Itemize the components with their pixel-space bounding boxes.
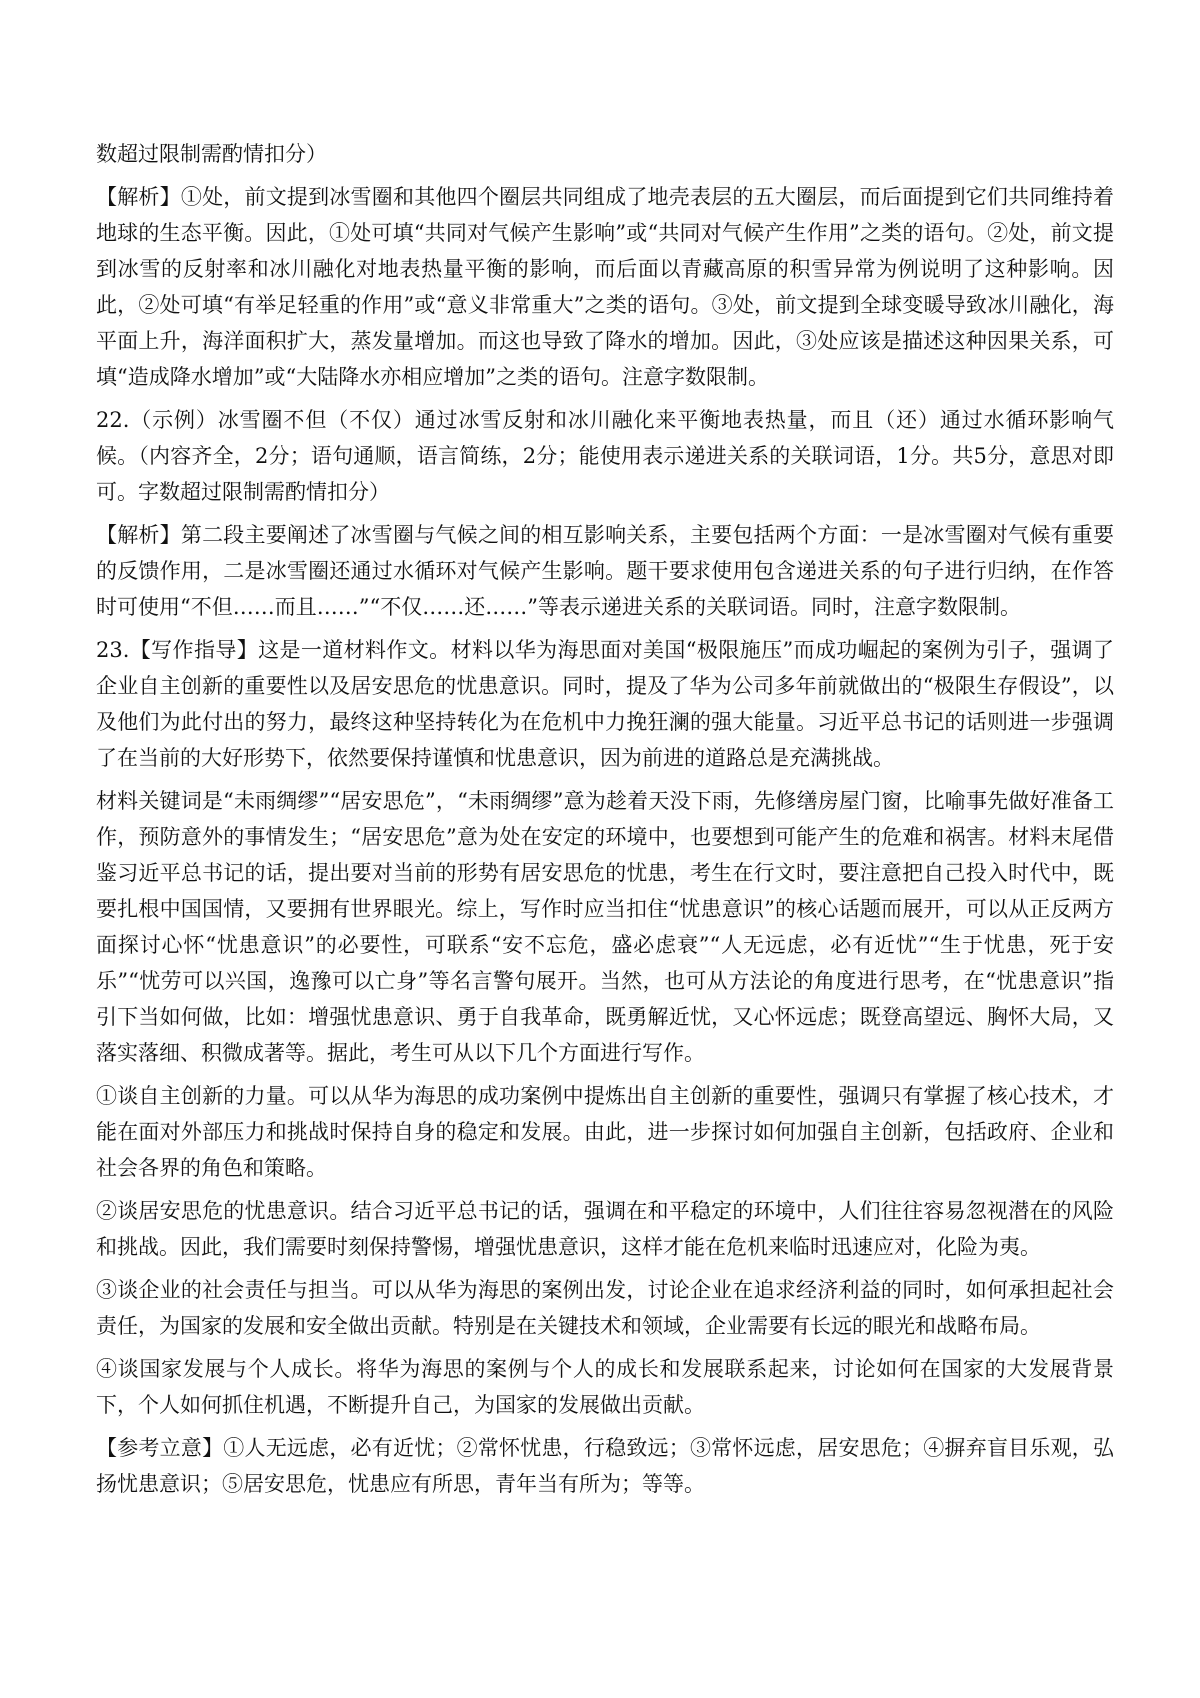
paragraph-keywords: 材料关键词是“未雨绸缪”“居安思危”，“未雨绸缪”意为趁着天没下雨，先修缮房屋门窗，比喻事先做好准备工作，预防意外的事情发生；“居安思危”意为处在安定的环境中，也要想到可能产生的危难和祸害。材料末尾借鉴习近平总书记的话，提出要对当前的形势有居安思危的忧患，考生在行文时，要注意把自己投入时代中，既要扎根中国国情，又要拥有世界眼光。综上，写作时应当扣住“忧患意识”的核心话题而展开，可以从正反两方面探讨心怀“忧患意识”的必要性，可联系“安不忘危，盛必虑衰”“人无远虑，必有近忧”“生于忧患，死于安乐”“忧劳可以兴国，逸豫可以亡身”等名言警句展开。当然，也可从方法论的角度进行思考，在“忧患意识”指引下当如何做，比如：增强忧患意识、勇于自我革命，既勇解近忧，又心怀远虑；既登高望远、胸怀大局，又落实落细、积微成著等。据此，考生可从以下几个方面进行写作。 xyxy=(96,789,1114,1065)
document-page xyxy=(96,136,1114,1509)
paragraph-analysis-22: 【解析】第二段主要阐述了冰雪圈与气候之间的相互影响关系，主要包括两个方面：一是冰雪圈对气候有重要的反馈作用，二是冰雪圈还通过水循环对气候产生影响。题干要求使用包含递进关系的句子进行归纳，在作答时可使用“不但……而且……”“不仅……还……”等表示递进关系的关联词语。同时，注意字数限制。 xyxy=(96,523,1114,619)
paragraph-point-1: ①谈自主创新的力量。可以从华为海思的成功案例中提炼出自主创新的重要性，强调只有掌握了核心技术，才能在面对外部压力和挑战时保持自身的稳定和发展。由此，进一步探讨如何加强自主创新，包括政府、企业和社会各界的角色和策略。 xyxy=(96,1084,1114,1180)
paragraph-reference-themes: 【参考立意】①人无远虑，必有近忧；②常怀忧患，行稳致远；③常怀远虑，居安思危；④摒弃盲目乐观，弘扬忧患意识；⑤居安思危，忧患应有所思，青年当有所为；等等。 xyxy=(96,1436,1114,1496)
paragraph-continuation: 数超过限制需酌情扣分） xyxy=(96,142,327,166)
paragraph-writing-guide-23: 23.【写作指导】这是一道材料作文。材料以华为海思面对美国“极限施压”而成功崛起的案例为引子，强调了企业自主创新的重要性以及居安思危的忧患意识。同时，提及了华为公司多年前就做出的“极限生存假设”，以及他们为此付出的努力，最终这种坚持转化为在危机中力挽狂澜的强大能量。习近平总书记的话则进一步强调了在当前的大好形势下，依然要保持谨慎和忧患意识，因为前进的道路总是充满挑战。 xyxy=(96,638,1114,770)
paragraph-answer-22: 22.（示例）冰雪圈不但（不仅）通过冰雪反射和冰川融化来平衡地表热量，而且（还）通过水循环影响气候。（内容齐全，2分；语句通顺，语言简练，2分；能使用表示递进关系的关联词语，1分。共5分，意思对即可。字数超过限制需酌情扣分） xyxy=(96,408,1114,504)
paragraph-point-2: ②谈居安思危的忧患意识。结合习近平总书记的话，强调在和平稳定的环境中，人们往往容易忽视潜在的风险和挑战。因此，我们需要时刻保持警惕，增强忧患意识，这样才能在危机来临时迅速应对，化险为夷。 xyxy=(96,1199,1114,1259)
paragraph-analysis-21: 【解析】①处，前文提到冰雪圈和其他四个圈层共同组成了地壳表层的五大圈层，而后面提到它们共同维持着地球的生态平衡。因此，①处可填“共同对气候产生影响”或“共同对气候产生作用”之类的语句。②处，前文提到冰雪的反射率和冰川融化对地表热量平衡的影响，而后面以青藏高原的积雪异常为例说明了这种影响。因此，②处可填“有举足轻重的作用”或“意义非常重大”之类的语句。③处，前文提到全球变暖导致冰川融化，海平面上升，海洋面积扩大，蒸发量增加。而这也导致了降水的增加。因此，③处应该是描述这种因果关系，可填“造成降水增加”或“大陆降水亦相应增加”之类的语句。注意字数限制。 xyxy=(96,185,1114,389)
paragraph-point-4: ④谈国家发展与个人成长。将华为海思的案例与个人的成长和发展联系起来，讨论如何在国家的大发展背景下，个人如何抓住机遇，不断提升自己，为国家的发展做出贡献。 xyxy=(96,1357,1114,1417)
paragraph-point-3: ③谈企业的社会责任与担当。可以从华为海思的案例出发，讨论企业在追求经济利益的同时，如何承担起社会责任，为国家的发展和安全做出贡献。特别是在关键技术和领域，企业需要有长远的眼光和战略布局。 xyxy=(96,1278,1114,1338)
